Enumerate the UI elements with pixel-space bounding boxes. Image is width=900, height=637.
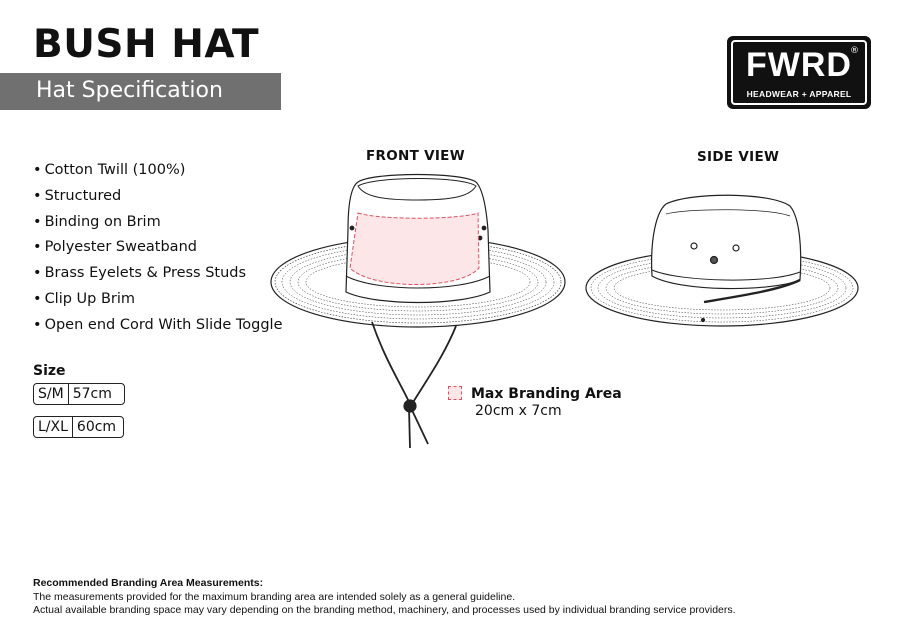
registered-mark: ® bbox=[850, 46, 859, 56]
size-code: S/M bbox=[34, 384, 69, 404]
branding-area-dimensions: 20cm x 7cm bbox=[475, 403, 562, 419]
front-view-label: FRONT VIEW bbox=[366, 148, 465, 164]
feature-item: • Polyester Sweatband bbox=[33, 239, 197, 256]
feature-item: • Brass Eyelets & Press Studs bbox=[33, 265, 247, 282]
size-code: L/XL bbox=[34, 417, 73, 437]
branding-area-label: Max Branding Area bbox=[471, 386, 622, 402]
footnote-heading: Recommended Branding Area Measurements: bbox=[33, 577, 264, 589]
size-heading: Size bbox=[33, 363, 66, 379]
size-measurement: 60cm bbox=[76, 419, 117, 435]
feature-item: • Binding on Brim bbox=[33, 213, 161, 230]
page-subtitle: Hat Specification bbox=[36, 78, 223, 103]
logo-tagline: HEADWEAR + APPAREL bbox=[746, 89, 852, 99]
branding-area-swatch bbox=[448, 386, 462, 400]
footnote bbox=[33, 577, 736, 618]
feature-item: • Open end Cord With Slide Toggle bbox=[33, 316, 283, 333]
size-measurement: 57cm bbox=[72, 386, 112, 402]
feature-item: • Clip Up Brim bbox=[33, 290, 136, 307]
side-view-label: SIDE VIEW bbox=[697, 149, 780, 165]
footnote-line: Actual available branding space may vary depending on the branding method, machinery, and processes used by individual branding service providers. bbox=[33, 604, 736, 616]
feature-item: • Cotton Twill (100%) bbox=[33, 162, 186, 178]
footnote-line: The measurements provided for the maximum branding area are intended solely as a general guideline. bbox=[33, 590, 516, 603]
page-title: BUSH HAT bbox=[33, 22, 260, 67]
logo-wordmark: FWRD bbox=[746, 46, 852, 84]
feature-item: • Structured bbox=[33, 187, 122, 204]
